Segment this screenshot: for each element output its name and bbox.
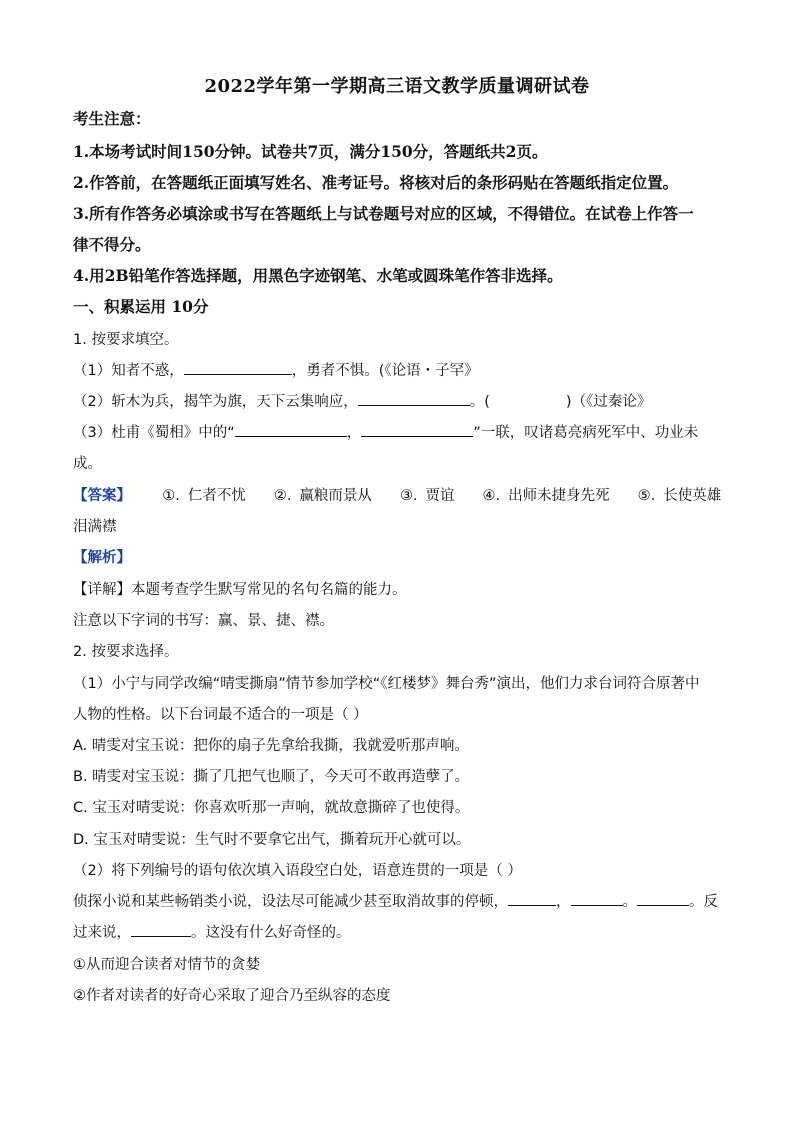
q2-sub2-line3-suffix: 。这没有什么好奇怪的。 [191,925,351,941]
notice-item-3: 3.所有作答务必填涂或书写在答题纸上与试卷题号对应的区域，不得错位。在试卷上作答一 [73,204,694,223]
q1-sub2-end: )（《过秦论》 [565,394,652,410]
answer-item [274,484,372,505]
option-a: A. 晴雯对宝玉说：把你的扇子先拿给我撕，我就爱听那声响。 [73,738,469,754]
q1-sub2-blank [358,391,470,406]
q1-sub2-suffix: 。( [469,394,490,410]
question-1-sub-3-cont: 成。 [73,456,102,472]
section-1-heading: 一、积累运用 10分 [73,297,209,316]
answer-item-text: 仁者不忧 [187,488,246,504]
question-1-sub-1 [73,359,479,380]
choice-2: ②作者对读者的好奇心采取了迎合乃至纵容的态度 [73,988,391,1004]
analysis-detail: 【详解】本题考查学生默写常见的名句名篇的能力。 [73,582,407,598]
q1-sub1-prefix: （1）知者不惑， [73,363,184,379]
answer-item-num: ⑤. [637,488,656,504]
page-title: 2022学年第一学期高三语文教学质量调研试卷 [204,76,590,97]
q2-sub2-blank-1 [508,891,556,906]
answer-item-text: 赢粮而景从 [299,488,372,504]
q2-sub2-blank-4 [131,922,191,937]
question-2-sub-1-line-1: （1）小宁与同学改编“晴雯撕扇”情节参加学校“《红楼梦》舞台秀”演出，他们力求台词符合原著中 [73,676,700,692]
question-2-sub-2-line-2 [73,890,718,911]
answer-item-text: 出师未捷身先死 [508,488,610,504]
analysis-note: 注意以下字词的书写：赢、景、捷、襟。 [73,613,334,629]
q2-sub2-prefix: 侦探小说和某些畅销类小说，设法尽可能减少甚至取消故事的停顿， [73,894,508,910]
q2-sub2-blank-2 [571,891,623,906]
q2-sub2-suffix: 。反 [689,894,718,910]
answer-item-num: ①. [162,488,180,504]
question-1-sub-2 [73,390,651,411]
notice-item-1: 1.本场考试时间150分钟。试卷共7页，满分150分，答题纸共2页。 [73,142,548,161]
answer-item-num: ②. [273,488,292,504]
q1-sub3-blank-1 [235,422,347,437]
q1-sub2-prefix: （2）斩木为兵，揭竿为旗，天下云集响应， [73,394,358,410]
answer-item-num: ③. [399,488,418,504]
q1-sub3-prefix: （3）杜甫《蜀相》中的“ [73,425,235,441]
question-2-sub-1-line-2: 人物的性格。以下台词最不适合的一项是（ ） [73,707,368,723]
answer-item [400,484,455,505]
question-2-sub-2-line-3 [73,921,351,942]
option-b: B. 晴雯对宝玉说：撕了几把气也顺了，今天可不敢再造孽了。 [73,769,470,785]
option-d: D. 宝玉对晴雯说：生气时不要拿它出气，撕着玩开心就可以。 [73,832,471,848]
answer-label: 【答案】 [73,488,131,504]
answer-item [483,484,610,505]
question-2-stem: 2. 按要求选择。 [73,644,179,660]
answer-item [638,484,722,505]
choice-1: ①从而迎合读者对情节的贪婪 [73,957,260,973]
answer-item-text: 长使英雄 [663,488,722,504]
option-c: C. 宝玉对晴雯说：你喜欢听那一声响，就故意撕碎了也使得。 [73,800,470,816]
notice-item-4: 4.用2B铅笔作答选择题，用黑色字迹钢笔、水笔或圆珠笔作答非选择。 [73,266,563,285]
answer-item [162,484,246,505]
q1-sub3-blank-2 [361,422,473,437]
answer-item-num: ④. [482,488,501,504]
answer-block [73,484,721,505]
q2-sub2-sep-1: ， [556,894,571,910]
question-1-sub-3 [73,421,698,442]
notice-heading: 考生注意： [73,109,151,128]
q2-sub2-blank-3 [637,891,689,906]
analysis-label: 【解析】 [73,550,131,566]
notice-item-3-cont: 律不得分。 [73,235,151,254]
q1-sub3-mid: ， [346,425,362,441]
q1-sub3-suffix: ”一联，叹诸葛亮病死军中、功业未 [473,425,699,441]
answer-item-text: 贾谊 [425,488,455,504]
q2-sub2-sep-2: 。 [622,894,637,910]
q1-sub1-suffix: ，勇者不惧。(《论语・子罕》 [291,363,479,379]
q2-sub2-line3-prefix: 过来说， [73,925,131,941]
question-1-stem: 1. 按要求填空。 [73,332,179,348]
notice-item-2: 2.作答前，在答题纸正面填写姓名、准考证号。将核对后的条形码贴在答题纸指定位置。 [73,173,679,192]
q1-sub1-blank [184,360,292,375]
answer-cont: 泪满襟 [73,519,117,535]
question-2-sub-2-line-1: （2）将下列编号的语句依次填入语段空白处，语意连贯的一项是（ ） [73,863,522,879]
